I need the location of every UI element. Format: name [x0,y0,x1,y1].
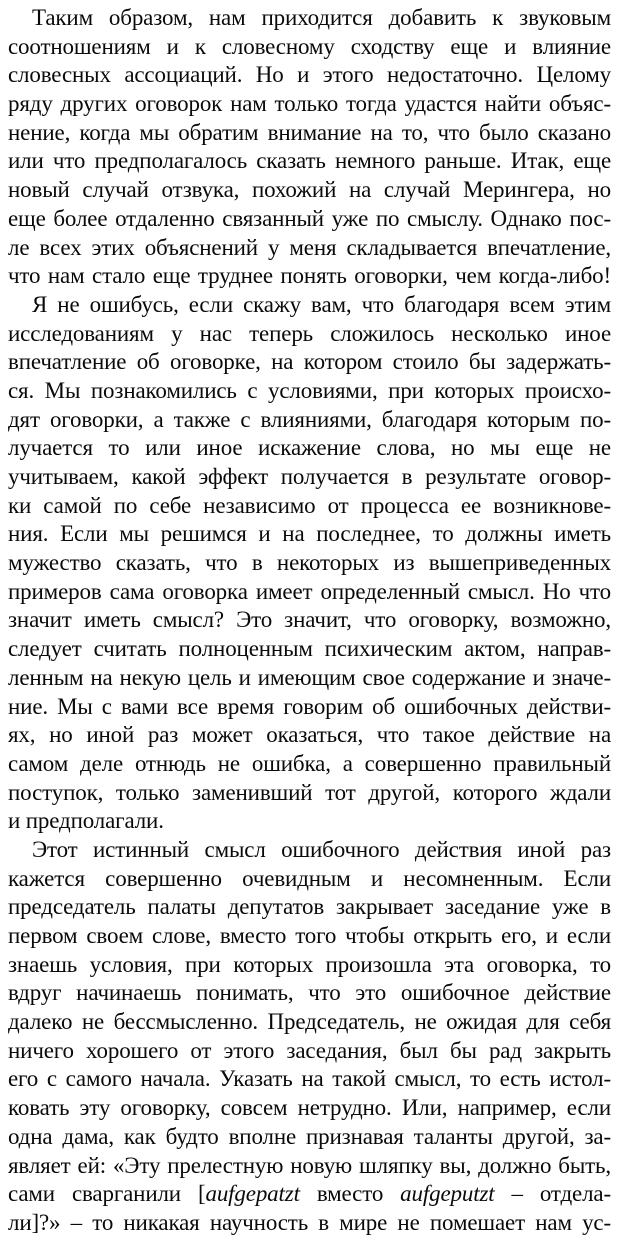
text-line: председатель палаты депутатов закрывает заседание уже в [8,894,611,920]
text-line: ли]?» – то никакая научность в мире не помешает нам ус- [8,1209,611,1235]
italic-word: aufgeputzt [400,1181,495,1207]
text-line: новый случай отзвука, похожий на случай Мерингера, но [8,177,611,203]
text-line: знаешь условия, при которых произошла эта оговорка, то [8,951,611,977]
text-fragment: – отдела- [494,1181,611,1207]
text-line: нение, когда мы обратим внимание на то, что было сказано [8,119,611,145]
text-line: Я не ошибусь, если скажу вам, что благодаря всем этим [32,291,611,317]
text-line: что нам стало еще труднее понять оговорки, чем когда-либо! [8,263,611,289]
text-line: ние. Мы с вами все время говорим об ошибочных действи- [8,693,611,719]
text-line: примеров сама оговорка имеет определенный смысл. Но что [8,578,611,604]
text-line: ничего хорошего от этого заседания, был бы рад закрыть [8,1037,611,1063]
text-line: вдруг начинаешь понимать, что это ошибочное действие [8,980,611,1006]
text-line: ки самой по себе независимо от процесса ее возникнове- [8,492,611,518]
text-line: Этот истинный смысл ошибочного действия иной раз [32,836,611,862]
text-line: еще более отдаленно связанный уже по смыслу. Однако пос- [8,205,611,231]
text-line: соотношениям и к словесному сходству еще и влияние [8,33,611,59]
text-line: ленным на некую цель и имеющим свое содержание и значе- [8,664,611,690]
paragraph-3 [8,836,611,1238]
text-line: мужество сказать, что в некоторых из вышеприведенных [8,550,611,576]
italic-word: aufgepatzt [205,1181,300,1207]
text-fragment: сами сварганили [ [8,1181,206,1207]
text-line-mixed [8,1180,611,1209]
paragraph-1 [8,4,611,291]
text-line: значит иметь смысл? Это значит, что оговорку, возможно, [8,607,611,633]
text-line: или что предполагалось сказать немного раньше. Итак, еще [8,148,611,174]
text-line: являет ей: «Эту прелестную новую шляпку вы, должно быть, [8,1152,611,1178]
text-line: ния. Если мы решимся и на последнее, то должны иметь [8,521,611,547]
text-line: словесных ассоциаций. Но и этого недостаточно. Целому [8,62,611,88]
text-line: первом своем слове, вместо того чтобы открыть его, и если [8,923,611,948]
text-line: его с самого начала. Указать на такой смысл, то есть истол- [8,1066,611,1092]
text-line: кажется совершенно очевидным и несомненным. Если [8,865,611,891]
paragraph-2 [8,291,611,836]
text-line: ле всех этих объяснений у меня складывается впечатление, [8,234,611,260]
text-line: ся. Мы познакомились с условиями, при которых происхо- [8,377,611,403]
text-line: лучается то или иное искажение слова, но мы еще не [8,435,611,461]
text-line: далеко не бессмысленно. Председатель, не ожидая для себя [8,1009,611,1035]
text-line: впечатление об оговорке, на котором стоило бы задержать- [8,349,611,375]
text-line: учитываем, какой эффект получается в результате оговор- [8,464,611,489]
text-line: дят оговорки, а также с влияниями, благодаря которым по- [8,406,611,432]
text-line: следует считать полноценным психическим актом, направ- [8,636,611,662]
text-line: ряду других оговорок нам только тогда удастся найти объяс- [8,91,611,117]
text-line: исследованиям у нас теперь сложилось несколько иное [8,320,611,346]
text-line: одна дама, как будто вполне признавая таланты другой, за- [8,1123,611,1149]
text-line: поступок, только заменивший тот другой, которого ждали [8,779,611,805]
text-line: самом деле отнюдь не ошибка, а совершенно правильный [8,750,611,776]
text-fragment: вместо [299,1181,401,1207]
text-line: ях, но иной раз может оказаться, что такое действие на [8,722,611,748]
text-line: Таким образом, нам приходится добавить к звуковым [32,5,611,30]
text-line: ковать эту оговорку, совсем нетрудно. Или, например, если [8,1095,611,1121]
text-line: и предполагали. [8,808,164,834]
